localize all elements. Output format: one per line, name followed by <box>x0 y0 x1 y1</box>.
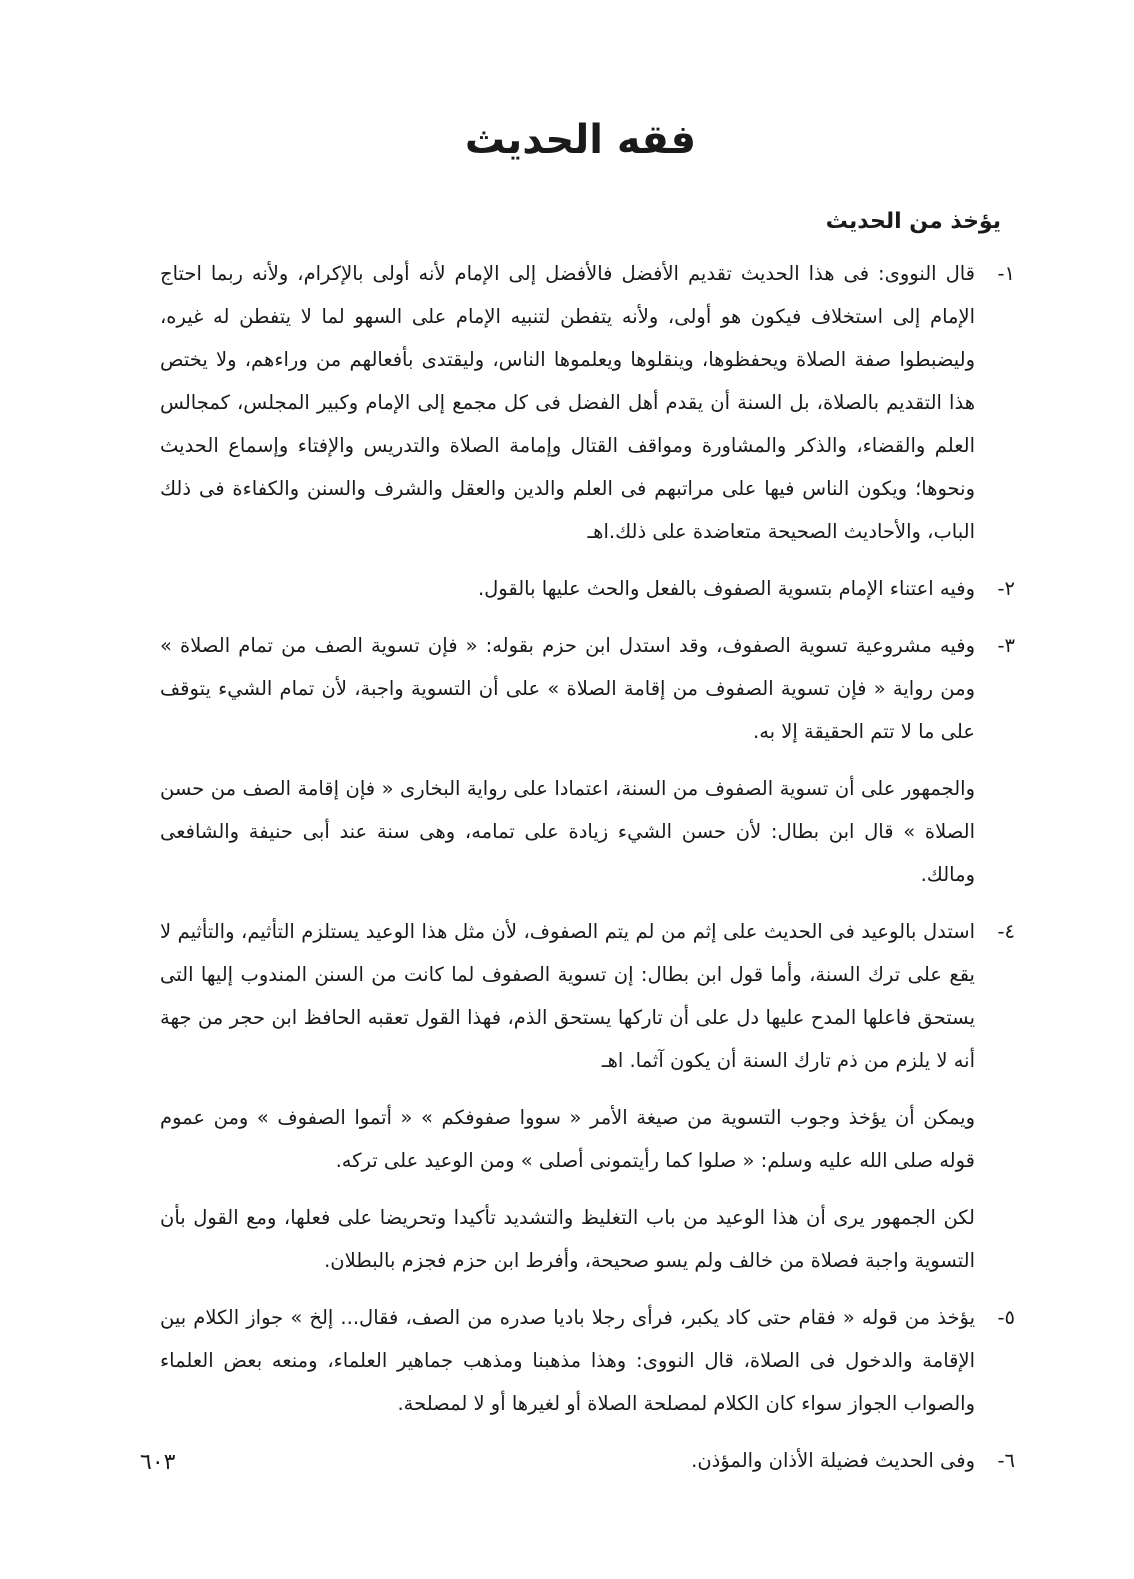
item-number: ٦- <box>997 1449 1015 1472</box>
item-text: وفيه مشروعية تسوية الصفوف، وقد استدل ابن حزم بقوله: « فإن تسوية الصف من تمام الصلاة » ومن رواية « فإن تسوية الصفوف من إقامة الصلاة » على أن التسوية واجبة، لأن تمام الشيء يتوقف على ما لا تتم الحقيقة إلا به. <box>160 634 975 743</box>
numbered-item-2 <box>160 567 1015 610</box>
item-text: وفى الحديث فضيلة الأذان والمؤذن. <box>691 1449 975 1472</box>
paragraph-wujub-taswiya: ويمكن أن يؤخذ وجوب التسوية من صيغة الأمر « سووا صفوفكم » « أتموا الصفوف » ومن عموم قوله صلى الله عليه وسلم: « صلوا كما رأيتمونى أصلى » ومن الوعيد على تركه. <box>160 1106 975 1172</box>
page-number: ٦٠٣ <box>140 1450 176 1475</box>
paragraph-jumhur-taghliz: لكن الجمهور يرى أن هذا الوعيد من باب التغليظ والتشديد تأكيدا وتحريضا على فعلها، ومع القول بأن التسوية واجبة فصلاة من خالف ولم يسو صحيحة، وأفرط ابن حزم فجزم بالبطلان. <box>160 1206 975 1272</box>
item-text: قال النووى: فى هذا الحديث تقديم الأفضل فالأفضل إلى الإمام لأنه أولى بالإكرام، ولأنه ربما احتاج الإمام إلى استخلاف فيكون هو أولى، ولأنه يتفطن لتنبيه الإمام على السهو لما لا يتفطن له غيره، وليضبطوا صفة الصلاة ويحفظوها، وينقلوها ويعلموها الناس، وليقتدى بأفعالهم من وراءهم، ولا يختص هذا التقديم بالصلاة، بل السنة أن يقدم أهل الفضل فى كل مجمع إلى الإمام وكبير المجلس، كمجالس العلم والقضاء، والذكر والمشاورة ومواقف القتال وإمامة الصلاة والتدريس والإفتاء وإسماع الحديث ونحوها؛ ويكون الناس فيها على مراتبهم فى العلم والدين والعقل والشرف والسنن والكفاءة فى ذلك الباب، والأحاديث الصحيحة متعاضدة على ذلك.اهـ <box>160 262 975 543</box>
item-text: استدل بالوعيد فى الحديث على إثم من لم يتم الصفوف، لأن مثل هذا الوعيد يستلزم التأثيم، والتأثيم لا يقع على ترك السنة، وأما قول ابن بطال: إن تسوية الصفوف لما كانت من السنن المندوب إليها التى يستحق فاعلها المدح عليها دل على أن تاركها يستحق الذم، فهذا القول تعقبه الحافظ ابن حجر من جهة أنه لا يلزم من ذم تارك السنة أن يكون آثما. اهـ <box>160 920 975 1072</box>
paragraph-jumhur-sunnah: والجمهور على أن تسوية الصفوف من السنة، اعتمادا على رواية البخارى « فإن إقامة الصف من حسن الصلاة » قال ابن بطال: لأن حسن الشيء زيادة على تمامه، وهى سنة عند أبى حنيفة والشافعى ومالك. <box>160 777 975 886</box>
item-number: ٣- <box>997 634 1015 657</box>
item-text: يؤخذ من قوله « فقام حتى كاد يكبر، فرأى رجلا باديا صدره من الصف، فقال... إلخ » جواز الكلام بين الإقامة والدخول فى الصلاة، قال النووى: وهذا مذهبنا ومذهب جماهير العلماء، ومنعه بعض العلماء والصواب الجواز سواء كان الكلام لمصلحة الصلاة أو لغيرها أو لا لمصلحة. <box>160 1306 975 1415</box>
numbered-item-1 <box>160 252 1015 553</box>
numbered-item-6 <box>160 1439 1015 1482</box>
numbered-item-4 <box>160 910 1015 1082</box>
item-number: ٢- <box>997 577 1015 600</box>
item-number: ٤- <box>997 920 1015 943</box>
item-number: ٥- <box>997 1306 1015 1329</box>
numbered-item-5 <box>160 1296 1015 1425</box>
item-number: ١- <box>997 262 1015 285</box>
page-title: فقه الحديث <box>464 117 697 163</box>
numbered-item-3 <box>160 624 1015 753</box>
item-text: وفيه اعتناء الإمام بتسوية الصفوف بالفعل والحث عليها بالقول. <box>477 577 975 600</box>
section-subheading: يؤخذ من الحديث <box>825 209 1001 234</box>
